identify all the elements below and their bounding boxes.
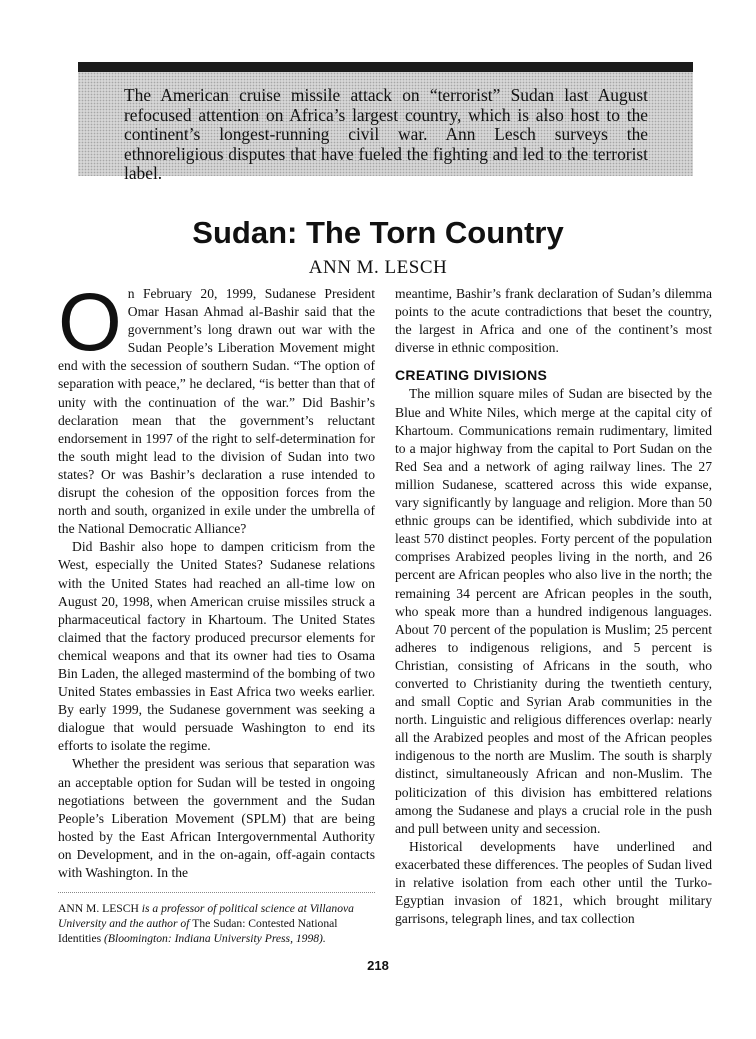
left-column [58,277,375,882]
left-paragraph-1 [58,277,375,538]
right-column [395,285,712,928]
right-paragraph-1: meantime, Bashir’s frank declaration of Sudan’s dilemma points to the acute contradictions that beset the country, the largest in Africa and one of the continent’s most diverse in ethnic composition. [395,286,712,356]
page-number: 218 [367,958,389,973]
right-paragraph-2: The million square miles of Sudan are bisected by the Blue and White Niles, which merge at the capital city of Khartoum. Communications remain rudimentary, limited to a major highway from the capital to Port Sudan on the Red Sea and a network of aging railway lines. The 27 million Sudanese, scattered across this wide expanse, vary significantly by language and religion. More than 50 ethnic groups can be identified, which subdivide into at least 570 distinct peoples. Forty percent of the population comprises Arabized peoples living in the north, and 26 percent are African peoples who also live in the north; the remaining 34 percent are African peoples in the south, who speak more than a hundred indigenous languages. About 70 percent of the population is Muslim; 25 percent adheres to indigenous religions, and 5 percent is Christian, consisting of Africans in the south, who converted to Christianity during the twentieth century, and small Coptic and Syrian Arab communities in the north. Linguistic and religious differences overlap: nearly all the Arabized peoples and most of the African peoples indigenous to the north are Muslim. The south is sharply distinct, simultaneously African and non-Muslim. The politicization of this division has embittered relations among the Sudanese and plays a crucial role in the push and pull between unity and secession. [395,386,712,836]
footnote-book-title: The Sudan: Contested National Identities [58,917,338,945]
footnote-text-2: (Bloomington: Indiana University Press, 1998). [101,932,326,945]
deck-box [78,72,693,183]
footnote-author: ANN M. LESCH [58,902,139,915]
footnote-divider [58,892,375,893]
left-paragraph-3: Whether the president was serious that separation was an acceptable option for Sudan will be tested in ongoing negotiations between the government and the Sudan People’s Liberation Movement (SPLM) that are being hosted by the East African Intergovernmental Authority on Development, and in the on-again, off-again contacts with Washington. In the [58,756,375,880]
header-bar [78,62,693,72]
footnote-text-1: is a professor of political science at Villanova University and the author of [58,902,354,930]
left-paragraph-1-text: n February 20, 1999, Sudanese President Omar Hasan Ahmad al-Bashir said that the government’s long drawn out war with the Sudan People’s Liberation Movement might end with the secession of southern Sudan. “The option of separation with peace,” he declared, “is better than that of unity with the continuation of the war.” Did Bashir’s declaration mean that the government’s reluctant endorsement in 1997 of the right to self-determination for the south might lead to the division of Sudan into two states? Or was Bashir’s declaration a ruse intended to disrupt the cohesion of the opposition forces from the north and south, organized in exile under the umbrella of the National Democratic Alliance? [58,286,375,537]
article-title: Sudan: The Torn Country [192,215,564,250]
drop-cap: O [58,277,122,368]
left-paragraph-2: Did Bashir also hope to dampen criticism from the West, especially the United States? Sudanese relations with the United States had reached an all-time low on August 20, 1998, when American cruise missiles struck a pharmaceutical factory in Khartoum. The United States claimed that the factory produced precursor elements for chemical weapons and that its owner had ties to Osama Bin Laden, the alleged mastermind of the bombing of two United States embassies in East Africa two weeks earlier. By early 1999, the Sudanese government was seeking a dialogue that would persuade Washington to end its efforts to isolate the regime. [58,539,375,754]
section-heading: CREATING DIVISIONS [395,367,548,384]
deck-text: The American cruise missile attack on “terrorist” Sudan last August refocused attention on Africa’s largest country, which is also host to the continent’s longest-running civil war. Ann Lesch surveys the ethnoreligious disputes that have fueled the fighting and led to the terrorist label. [124,85,648,183]
article-author: ANN M. LESCH [308,257,448,278]
author-footnote [58,901,375,946]
right-paragraph-3: Historical developments have underlined and exacerbated these differences. The peoples of Sudan lived in relative isolation from each other until the Turko-Egyptian invasion of 1821, which brought military garrisons, telegraph lines, and tax collection [395,838,712,927]
